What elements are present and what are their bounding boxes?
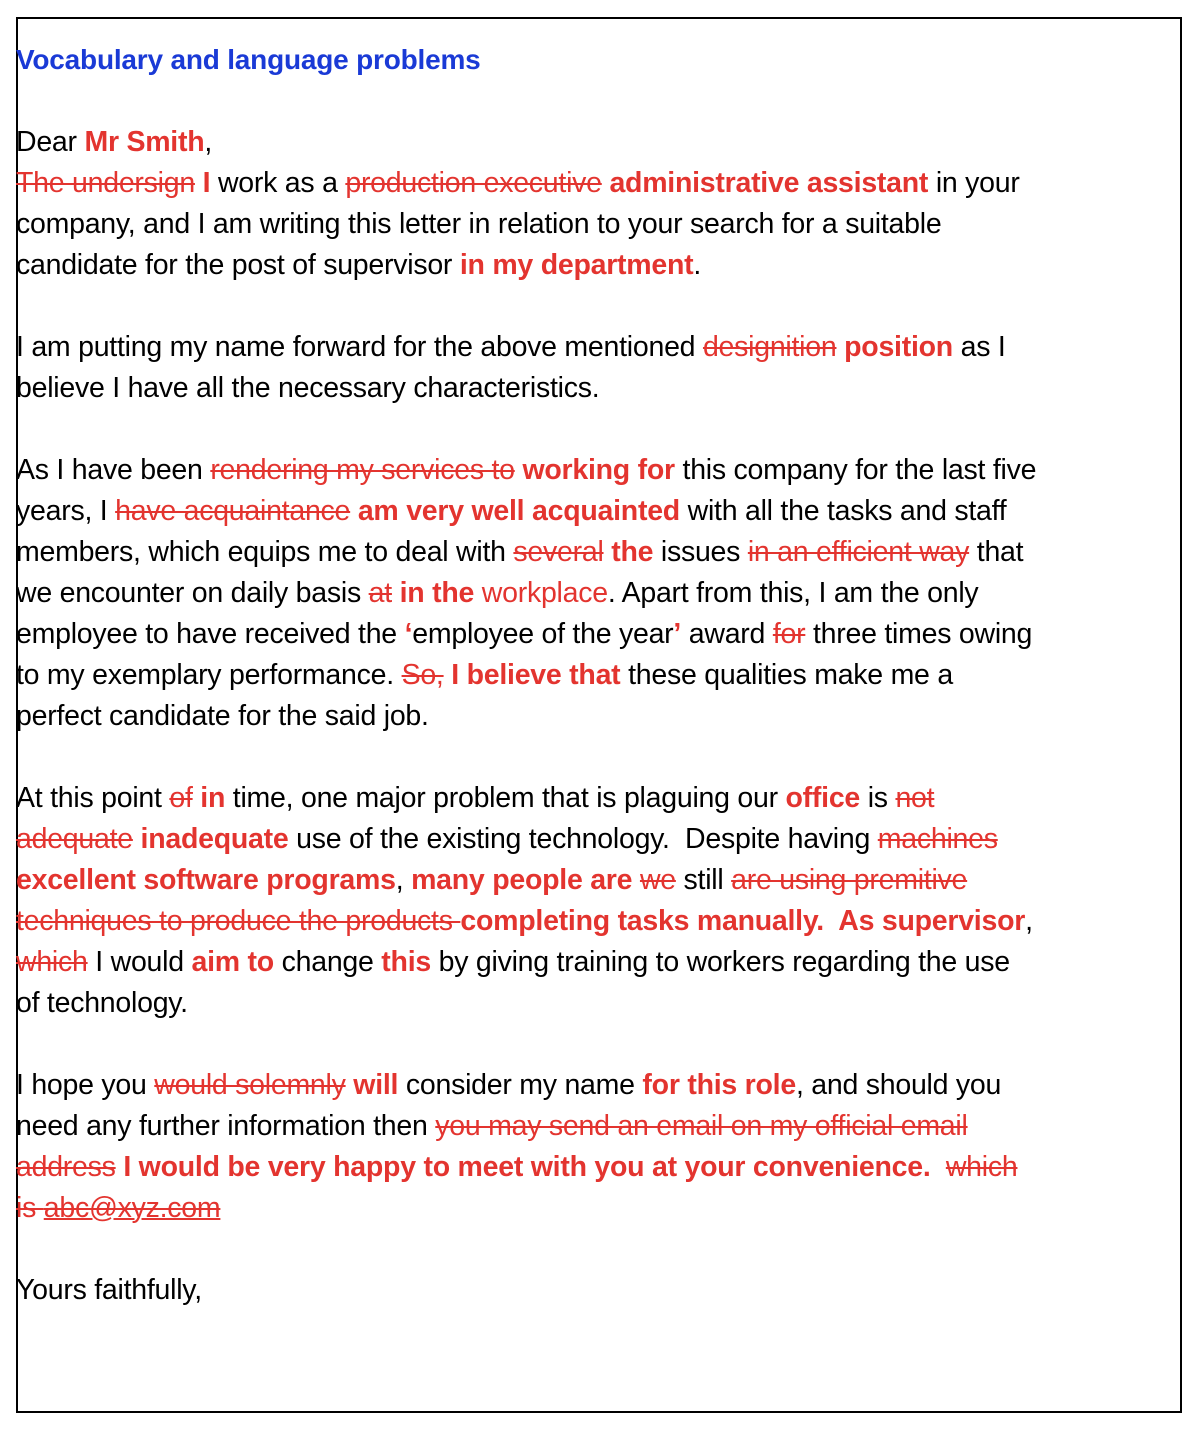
paragraph-gap: [16, 286, 1156, 327]
deleted-text: have acquaintance: [115, 495, 351, 527]
text-segment: ,: [395, 864, 412, 896]
deleted-text: in an efficient way: [747, 536, 970, 568]
inserted-correction: administrative assistant: [609, 167, 929, 199]
inserted-correction: I believe that: [451, 659, 621, 691]
inserted-correction: am very well acquainted: [357, 495, 680, 527]
inserted-correction: the: [611, 536, 654, 568]
text-segment: candidate for the post of supervisor: [16, 249, 460, 281]
inserted-correction: for this role: [642, 1069, 796, 1101]
inserted-correction: excellent software programs: [16, 864, 396, 896]
text-segment: ,: [1025, 905, 1033, 937]
text-segment: still: [675, 864, 732, 896]
text-line: [16, 245, 1156, 286]
deleted-text: not: [895, 782, 935, 814]
text-segment: I am putting my name forward for the above mentioned: [16, 331, 703, 363]
text-segment: Dear: [16, 126, 85, 158]
paragraph: [16, 450, 1156, 737]
text-segment: employee to have received the: [16, 618, 405, 650]
text-segment: [836, 331, 844, 363]
deleted-text: of: [169, 782, 193, 814]
inserted-correction: office: [785, 782, 861, 814]
text-line: [16, 983, 1156, 1024]
text-segment: in your: [928, 167, 1020, 199]
text-segment: these qualities make me a: [620, 659, 953, 691]
paragraph: [16, 1065, 1156, 1229]
text-line: [16, 450, 1156, 491]
inserted-correction: will: [353, 1069, 399, 1101]
text-segment: use of the existing technology. Despite having: [288, 823, 878, 855]
deleted-text: are using premitive: [731, 864, 968, 896]
deleted-text: techniques to produce the products: [16, 905, 461, 937]
inserted-correction: in: [200, 782, 226, 814]
letter-body: [16, 122, 1156, 1311]
inserted-correction: in the: [399, 577, 475, 609]
text-line: [16, 696, 1156, 737]
text-segment: At this point: [16, 782, 170, 814]
paragraph-gap: [16, 737, 1156, 778]
text-segment: Yours faithfully,: [16, 1274, 202, 1306]
paragraph-greeting-intro: [16, 122, 1156, 286]
text-segment: of technology.: [16, 987, 188, 1019]
deleted-text: you may send an email on my official email: [435, 1110, 968, 1142]
inserted-correction: completing tasks manually. As supervisor: [460, 905, 1026, 937]
deleted-text: which: [16, 946, 88, 978]
text-line: [16, 655, 1156, 696]
text-segment: I would: [87, 946, 192, 978]
text-line: [16, 860, 1156, 901]
text-line: [16, 901, 1156, 942]
deleted-text: at: [368, 577, 392, 609]
text-segment: issues: [653, 536, 748, 568]
inserted-correction: ’: [673, 618, 682, 650]
text-line: [16, 614, 1156, 655]
deleted-text: adequate: [16, 823, 133, 855]
text-line: [16, 491, 1156, 532]
text-segment: change: [273, 946, 382, 978]
text-segment: [474, 577, 482, 609]
text-segment: ,: [204, 126, 213, 158]
inserted-correction: ‘: [404, 618, 413, 650]
text-segment: [392, 577, 400, 609]
red-text: workplace: [481, 577, 608, 609]
text-segment: [195, 167, 203, 199]
text-line: [16, 778, 1156, 819]
deleted-email: abc@xyz.com: [43, 1192, 221, 1224]
text-segment: [133, 823, 141, 855]
text-line: [16, 1270, 1156, 1311]
text-line: [16, 532, 1156, 573]
text-segment: , and should you: [795, 1069, 1002, 1101]
text-segment: perfect candidate for the said job.: [16, 700, 429, 732]
paragraph-gap: [16, 409, 1156, 450]
inserted-correction: position: [844, 331, 953, 363]
deleted-text: would solemnly: [154, 1069, 346, 1101]
inserted-correction: inadequate: [140, 823, 289, 855]
deleted-text: machines: [877, 823, 998, 855]
text-segment: . Apart from this, I am the only: [607, 577, 979, 609]
text-segment: [350, 495, 358, 527]
text-line: [16, 327, 1156, 368]
deleted-text: The undersign: [16, 167, 195, 199]
inserted-correction: Mr Smith: [84, 126, 205, 158]
inserted-correction: working for: [522, 454, 675, 486]
text-line: [16, 819, 1156, 860]
text-segment: .: [693, 249, 702, 281]
text-segment: members, which equips me to deal with: [16, 536, 514, 568]
paragraph-gap: [16, 1024, 1156, 1065]
deleted-text: for: [772, 618, 806, 650]
text-segment: three times owing: [805, 618, 1033, 650]
deleted-text: rendering my services to: [210, 454, 515, 486]
text-segment: is: [860, 782, 896, 814]
text-line: [16, 122, 1156, 163]
deleted-text: is: [16, 1192, 44, 1224]
text-segment: [632, 864, 640, 896]
text-line: [16, 942, 1156, 983]
deleted-text: So,: [401, 659, 444, 691]
text-segment: by giving training to workers regarding the use: [430, 946, 1010, 978]
text-segment: as I: [952, 331, 1006, 363]
letter-content: [16, 40, 1156, 1311]
inserted-correction: aim to: [191, 946, 274, 978]
text-line: [16, 368, 1156, 409]
inserted-correction: in my department: [459, 249, 694, 281]
inserted-correction: many people are: [411, 864, 633, 896]
inserted-correction: I: [202, 167, 211, 199]
text-line: [16, 1188, 1156, 1229]
text-segment: years, I: [16, 495, 116, 527]
paragraph: [16, 327, 1156, 409]
text-segment: believe I have all the necessary characteristics.: [16, 372, 600, 404]
deleted-text: address: [16, 1151, 116, 1183]
inserted-correction: this: [381, 946, 431, 978]
text-segment: company, and I am writing this letter in relation to your search for a suitable: [16, 208, 942, 240]
text-line: [16, 573, 1156, 614]
text-segment: consider my name: [398, 1069, 643, 1101]
deleted-text: which: [945, 1151, 1018, 1183]
text-segment: this company for the last five: [674, 454, 1037, 486]
text-segment: [931, 1151, 946, 1183]
text-segment: employee of the year: [412, 618, 674, 650]
text-line: [16, 1065, 1156, 1106]
text-segment: with all the tasks and staff: [679, 495, 1007, 527]
deleted-text: several: [513, 536, 604, 568]
text-segment: time, one major problem that is plaguing our: [225, 782, 786, 814]
deleted-text: we: [639, 864, 676, 896]
text-line: [16, 1147, 1156, 1188]
text-segment: I hope you: [16, 1069, 155, 1101]
text-segment: to my exemplary performance.: [16, 659, 402, 691]
closing-signoff: [16, 1270, 1156, 1311]
deleted-text: designition: [702, 331, 837, 363]
text-segment: we encounter on daily basis: [16, 577, 369, 609]
text-line: [16, 204, 1156, 245]
text-segment: award: [681, 618, 773, 650]
paragraph-gap: [16, 1229, 1156, 1270]
document-title: Vocabulary and language problems: [16, 44, 481, 75]
text-line: [16, 163, 1156, 204]
text-segment: As I have been: [16, 454, 211, 486]
text-segment: that: [969, 536, 1024, 568]
text-segment: need any further information then: [16, 1110, 436, 1142]
paragraph: [16, 778, 1156, 1024]
text-segment: work as a: [210, 167, 346, 199]
deleted-text: production executive: [345, 167, 602, 199]
text-line: [16, 1106, 1156, 1147]
inserted-correction: I would be very happy to meet with you at your convenience.: [123, 1151, 931, 1183]
